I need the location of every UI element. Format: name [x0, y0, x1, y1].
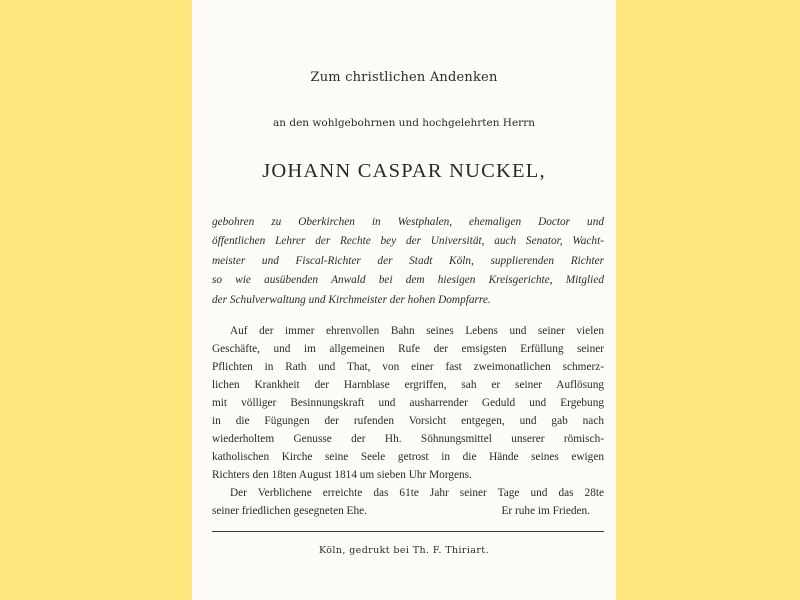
body-line: Der Verblichene erreichte das 61te Jahr seiner Tage und das 28te: [230, 487, 604, 499]
body-line: Pflichten in Rath und That, von einer fast zweimonatlichen schmerz-: [212, 361, 604, 373]
body-line: mit völliger Besinnungskraft und ausharrender Geduld und Ergebung: [212, 397, 604, 409]
obituary-text: [212, 322, 604, 520]
memorial-card: [192, 0, 616, 600]
body-line: katholischen Kirche seine Seele getrost in die Hände seines ewigen: [212, 451, 604, 463]
body-line: lichen Krankheit der Harnblase ergriffen, sah er seiner Auflösung: [212, 379, 604, 391]
body-line: Auf der immer ehrenvollen Bahn seines Lebens und seiner vielen: [230, 325, 604, 337]
deceased-name: JOHANN CASPAR NUCKEL,: [262, 160, 546, 182]
body-line: wiederholtem Genusse der Hh. Söhnungsmittel unserer römisch-: [212, 433, 604, 445]
titles-line: so wie ausübenden Anwald bei dem hiesigen Kreisgerichte, Mitglied: [212, 274, 604, 287]
heading: Zum christlichen Andenken: [310, 70, 498, 85]
body-line: seiner friedlichen gesegneten Ehe.: [212, 505, 367, 517]
titles-line: gebohren zu Oberkirchen in Westphalen, ehemaligen Doctor und: [212, 216, 604, 228]
signoff: Er ruhe im Frieden.: [501, 505, 590, 517]
printer-imprint: Köln, gedrukt bei Th. F. Thiriart.: [319, 545, 489, 556]
body-line: Richters den 18ten August 1814 um sieben Uhr Morgens.: [212, 469, 472, 481]
titles-line: der Schulverwaltung und Kirchmeister der hohen Dompfarre.: [212, 293, 491, 306]
titles-paragraph: [212, 213, 604, 310]
body-line: in die Fügungen der rufenden Vorsicht entgegen, und gab nach: [212, 415, 604, 427]
divider-rule: [212, 531, 604, 532]
titles-line: öffentlichen Lehrer der Rechte bey der Universität, auch Senator, Wacht-: [212, 235, 604, 248]
body-line: Geschäfte, und im allgemeinen Rufe der emsigsten Erfüllung seiner: [212, 343, 604, 355]
subheading: an den wohlgebohrnen und hochgelehrten Herrn: [273, 117, 535, 129]
titles-line: meister und Fiscal-Richter der Stadt Köln, supplierenden Richter: [212, 254, 604, 267]
